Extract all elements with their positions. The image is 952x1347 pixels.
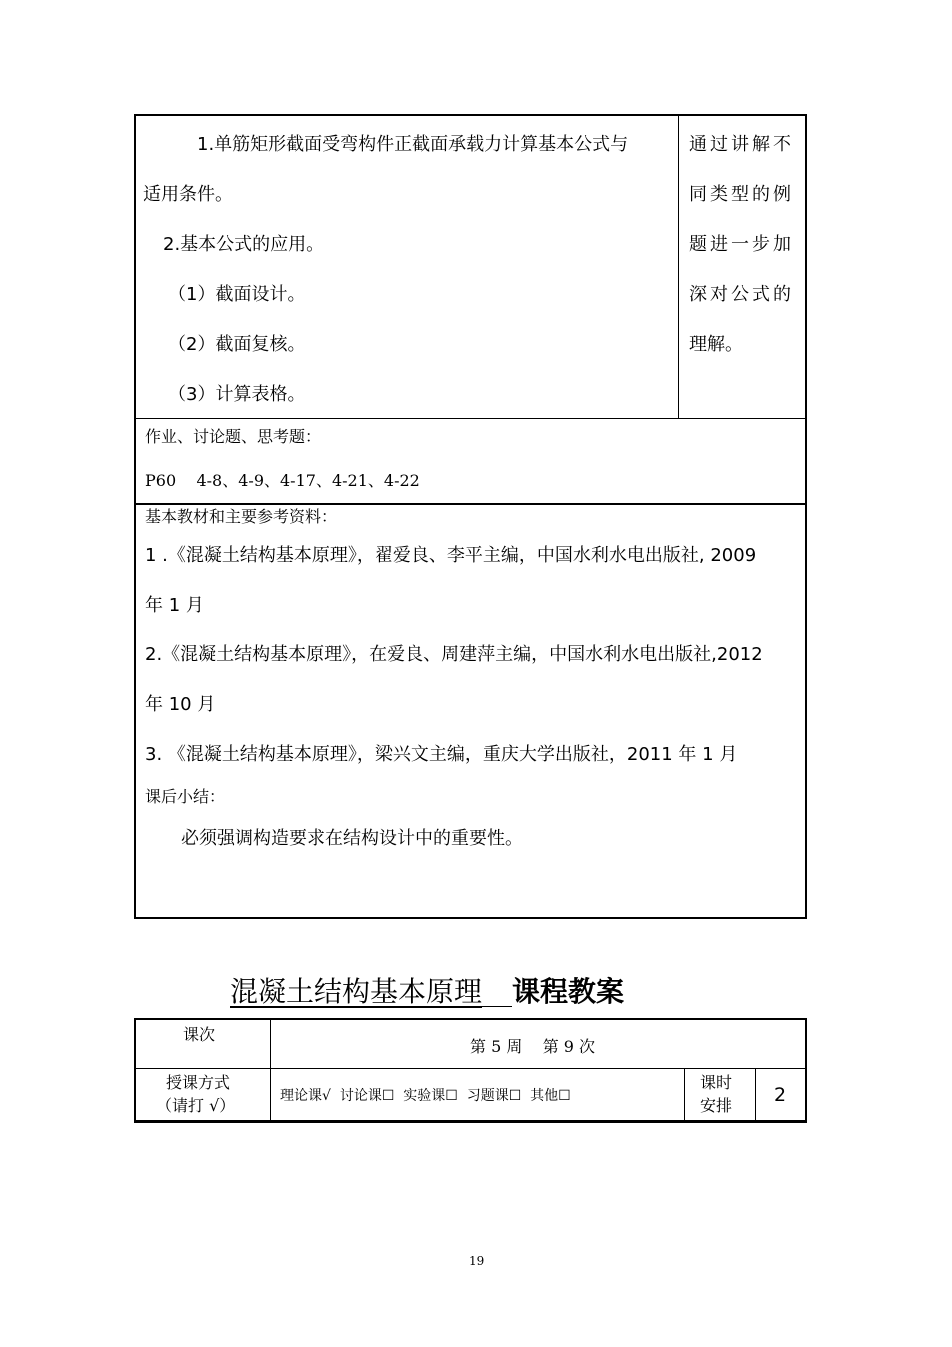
content-line-5: （2）截面复核。 [168,334,306,355]
bottom-table-row-divider [134,1068,807,1069]
lesson-number-label: 课次 [183,1025,216,1044]
references-label: 基本教材和主要参考资料： [145,507,338,526]
content-line-4: （1）截面设计。 [168,284,306,305]
lesson-plan-title [230,972,624,1012]
reference-line-5: 3. 《混凝土结构基本原理》，梁兴文主编，重庆大学出版社，2011 年 1 月 [145,744,738,765]
course-name: 混凝土结构基本原理 [230,975,483,1008]
side-note-line-5: 理解。 [689,334,743,355]
side-note-line-4: 深对公式的 [689,284,794,305]
page-number: 19 [469,1254,485,1268]
top-table-border-top [134,114,807,116]
hours-value: 2 [774,1084,787,1106]
course-name-underline-pad [482,972,512,1007]
top-table-border-left [134,114,136,919]
lesson-number-value: 第 5 周 第 9 次 [470,1037,596,1056]
content-line-3: 2.基本公式的应用。 [163,234,325,255]
bottom-table-border-bottom [134,1120,807,1123]
top-table-column-divider [678,114,679,419]
reference-line-1: 1 .《混凝土结构基本原理》，翟爱良、李平主编，中国水利水电出版社, 2009 [145,545,757,566]
teaching-mode-label-2: （请打 √） [156,1096,236,1115]
bottom-table-border-right [805,1018,807,1123]
bottom-table-hours-divider-2 [755,1068,756,1122]
side-note-line-3: 题进一步加 [689,234,794,255]
content-line-6: （3）计算表格。 [168,384,306,405]
summary-value: 必须强调构造要求在结构设计中的重要性。 [181,828,523,849]
hours-label-1: 课时 [700,1073,733,1092]
hours-label-2: 安排 [700,1096,733,1115]
summary-label: 课后小结： [145,787,226,806]
teaching-mode-options: 理论课√ 讨论课☐ 实验课☐ 习题课☐ 其他☐ [280,1088,571,1104]
bottom-table-border-left [134,1018,136,1123]
content-line-1: 1.单筋矩形截面受弯构件正截面承载力计算基本公式与 [197,134,629,155]
reference-line-4: 年 10 月 [145,694,216,715]
side-note-line-1: 通过讲解不 [689,134,794,155]
reference-line-2: 年 1 月 [145,595,204,616]
teaching-mode-label-1: 授课方式 [166,1073,231,1092]
title-suffix: 课程教案 [512,975,625,1008]
reference-line-3: 2.《混凝土结构基本原理》，在爱良、周建萍主编，中国水利水电出版社,2012 [145,644,763,665]
bottom-table-col-divider [270,1018,271,1122]
bottom-table-hours-divider-1 [684,1068,685,1122]
top-table-row-divider-1 [134,418,807,419]
top-table-border-right [805,114,807,919]
side-note-line-2: 同类型的例 [689,184,794,205]
content-line-2: 适用条件。 [143,184,233,205]
bottom-table-border-top [134,1018,807,1020]
top-table-border-bottom [134,917,807,919]
homework-value: P60 4-8、4-9、4-17、4-21、4-22 [145,471,420,490]
top-table-row-divider-2 [134,503,807,505]
homework-label: 作业、讨论题、思考题： [145,427,322,446]
